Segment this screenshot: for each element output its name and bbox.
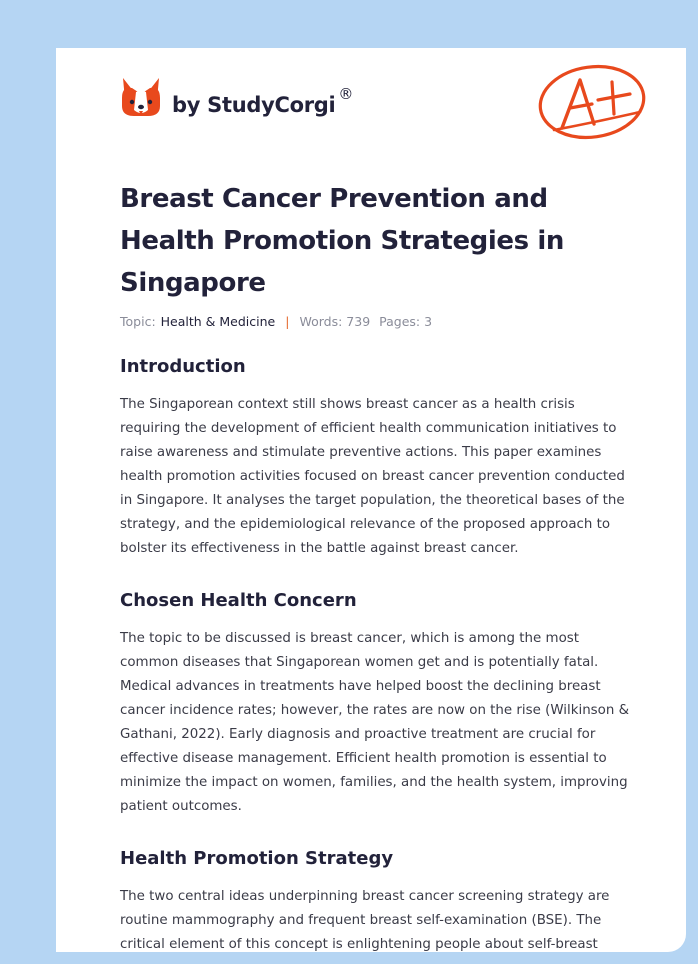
topic-link[interactable]: Health & Medicine bbox=[160, 314, 276, 329]
brand-header[interactable] bbox=[120, 76, 353, 120]
document-content bbox=[120, 178, 632, 952]
section-heading-health-promotion-strategy: Health Promotion Strategy bbox=[120, 848, 394, 869]
meta-separator: | bbox=[285, 314, 290, 329]
a-plus-grade-icon bbox=[536, 58, 650, 142]
corgi-logo-icon bbox=[120, 76, 162, 120]
document-title: Breast Cancer Prevention and Health Promotion Strategies in Singapore bbox=[120, 184, 564, 298]
section-text-introduction: The Singaporean context still shows breast cancer as a health crisis requiring the development of efficient health communication initiatives to raise awareness and stimulate preventive actions. This paper examines health promotion activities focused on breast cancer prevention conducted in Singapore. It analyses the target population, the theoretical bases of the strategy, and the epidemiological relevance of the proposed approach to bolster its effectiveness in the battle against breast cancer. bbox=[120, 397, 625, 556]
word-count: Words: 739 bbox=[299, 314, 371, 329]
section-text-chosen-health-concern: The topic to be discussed is breast cancer, which is among the most common diseases that Singaporean women get and is potentially fatal. Medical advances in treatments have helped boost the declining breast cancer incidence rates; however, the rates are now on the rise (Wilkinson & Gathani, 2022). Early diagnosis and proactive treatment are crucial for effective disease management. Efficient health promotion is essential to minimize the impact on women, families, and the health system, improving patient outcomes. bbox=[120, 631, 630, 814]
section-heading-chosen-health-concern: Chosen Health Concern bbox=[120, 590, 357, 611]
document-page bbox=[56, 48, 686, 952]
section-text-health-promotion-strategy: The two central ideas underpinning breast cancer screening strategy are routine mammography and frequent breast self-examination (BSE). The critical element of this concept is enlightening people about self-breast bbox=[120, 889, 610, 952]
topic-label: Topic: bbox=[120, 314, 156, 329]
page-count: Pages: 3 bbox=[379, 314, 433, 329]
section-heading-introduction: Introduction bbox=[120, 356, 246, 377]
document-meta bbox=[120, 314, 632, 329]
brand-name: by StudyCorgi ® bbox=[172, 85, 354, 117]
